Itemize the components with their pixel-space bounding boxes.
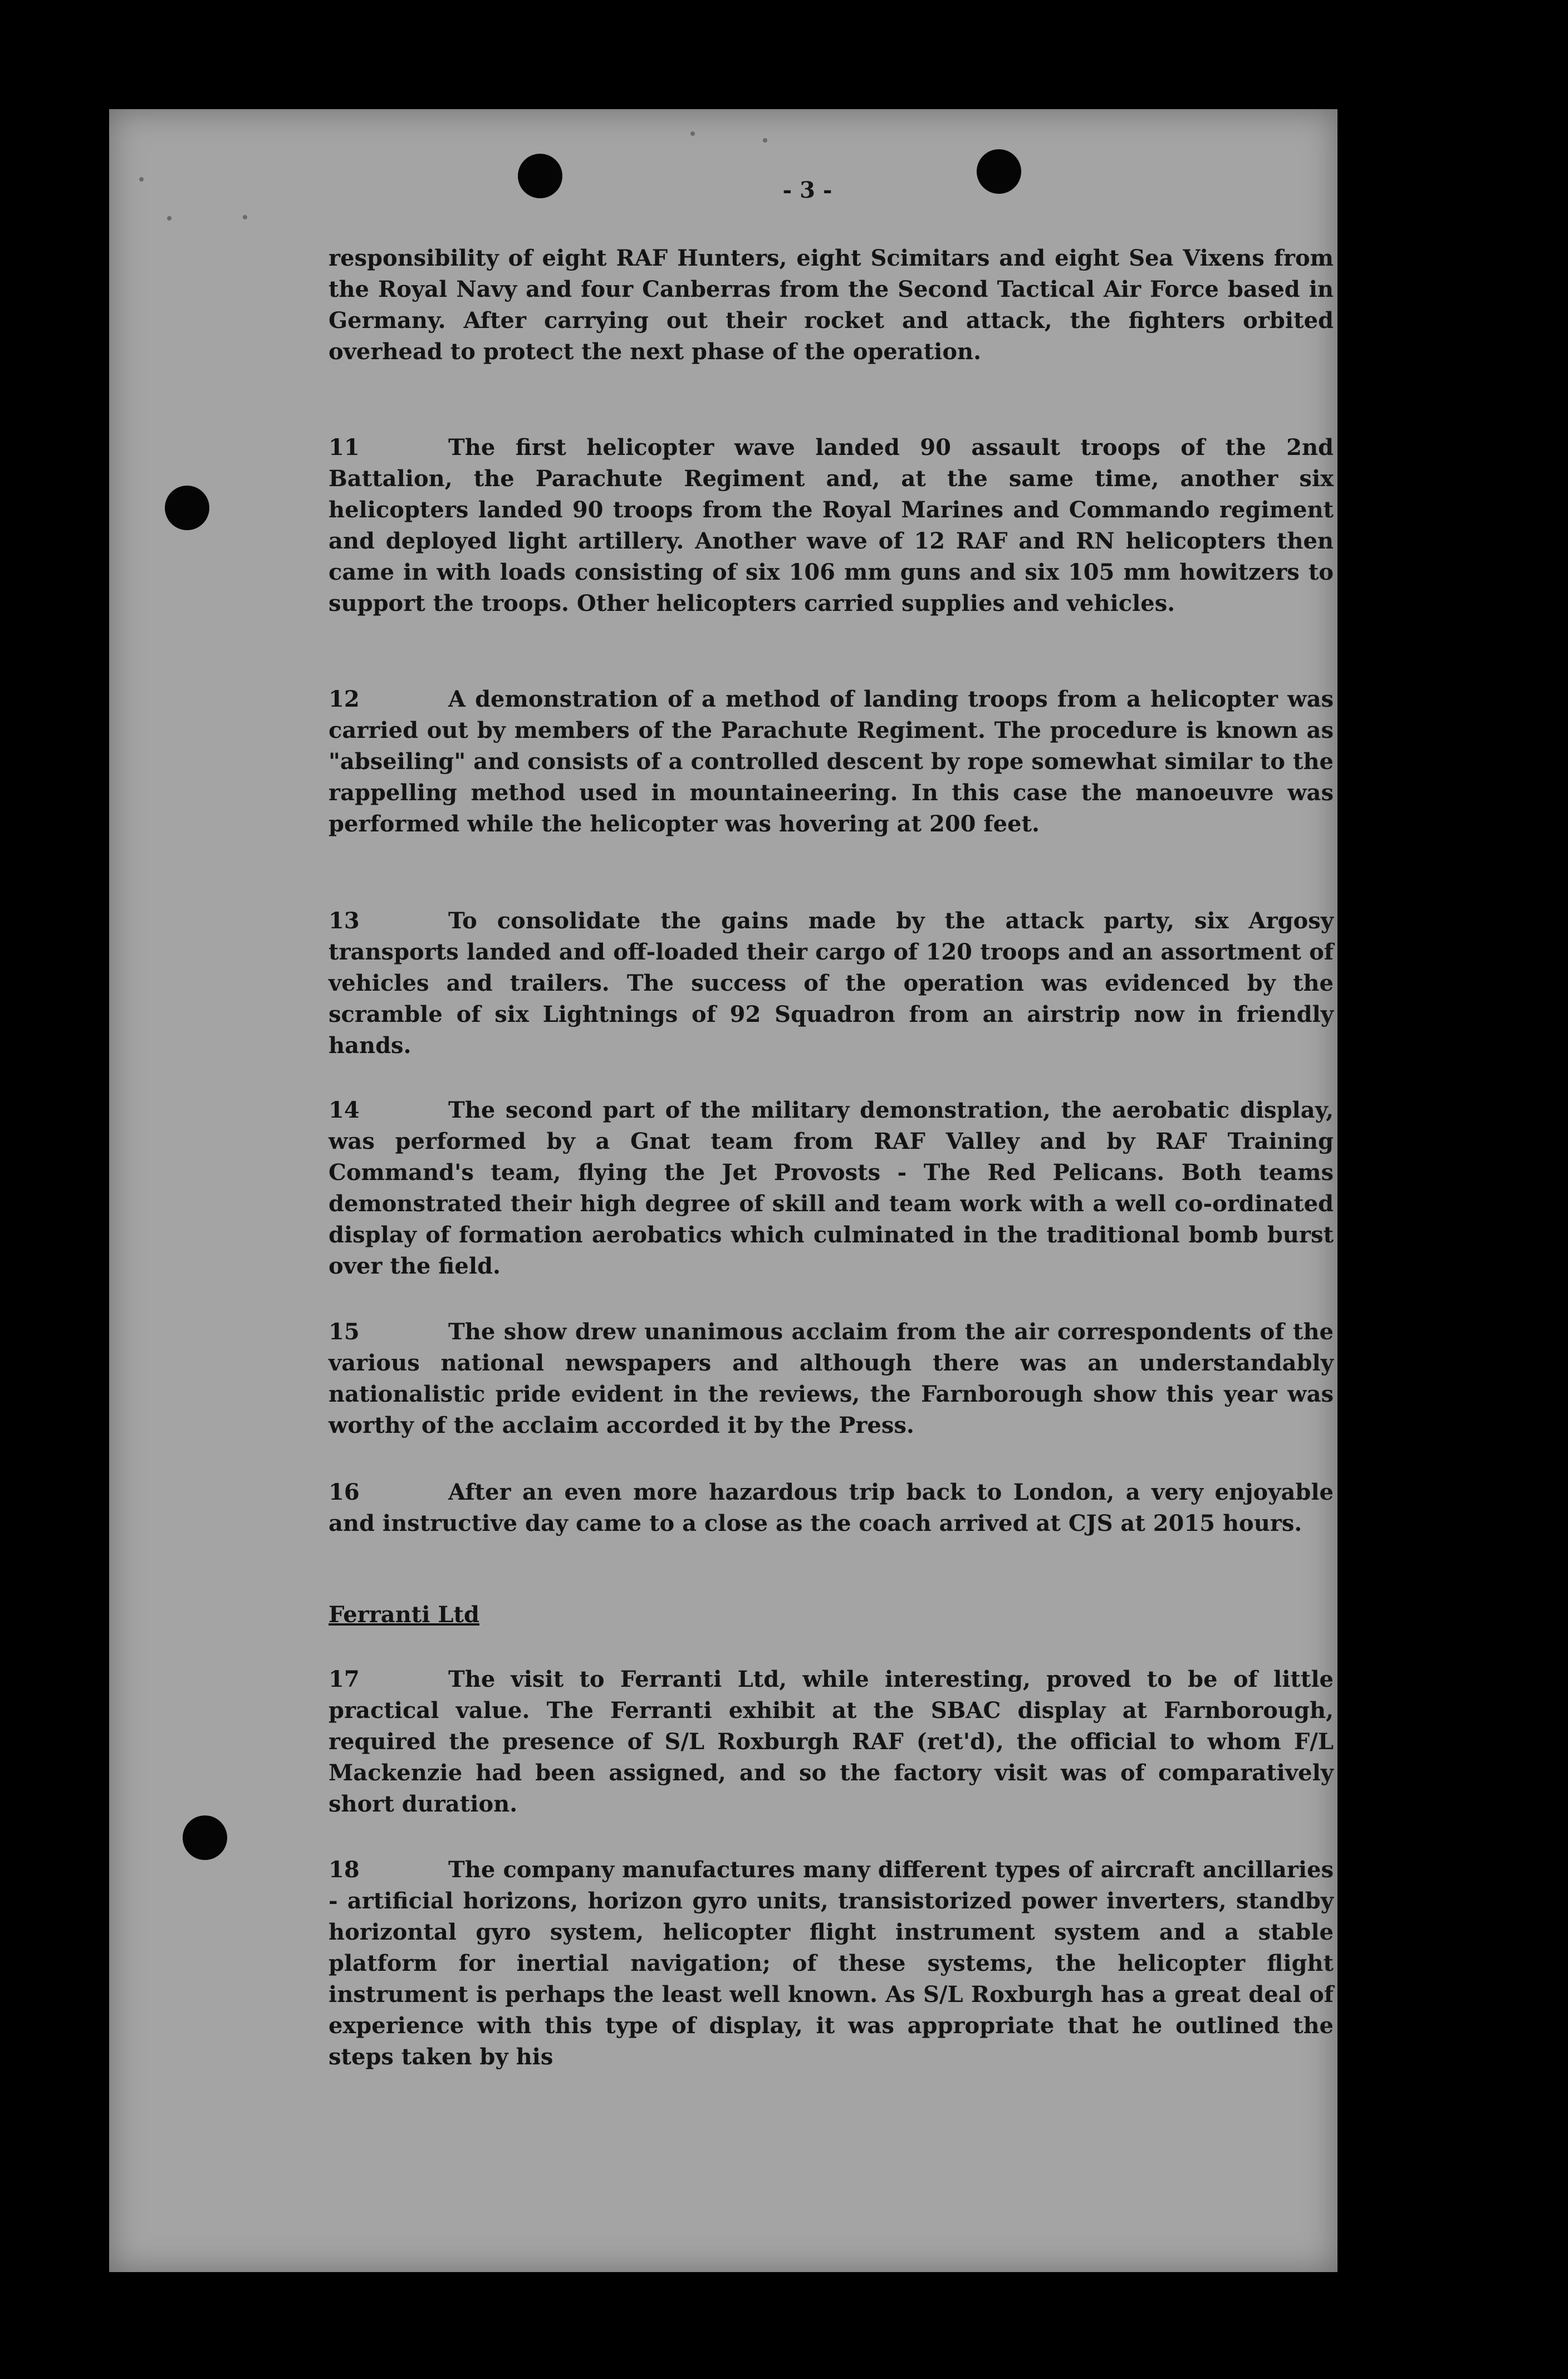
film-speck [167,216,171,221]
section-heading: Ferranti Ltd [329,1602,479,1628]
punch-hole-top-right [977,149,1021,194]
paragraph-number: 11 [329,434,360,461]
paragraph-18 [329,1854,1334,2073]
paragraph-number: 13 [329,908,360,934]
paragraph-text: To consolidate the gains made by the attack party, six Argosy transports landed and off-loaded their cargo of 120 troops and an assortment of vehicles and trailers. The success of the operation was evidenced by the scramble of six Lightnings of 92 Squadron from an airstrip now in friendly hands. [329,908,1334,1059]
paragraph-14 [329,1095,1334,1282]
paragraph-text: The show drew unanimous acclaim from the air correspondents of the various national newspapers and although there was an understandably nationalistic pride evident in the reviews, the Farnborough show this year was worthy of the acclaim accorded it by the Press. [329,1319,1334,1438]
paragraph-16 [329,1477,1334,1539]
paragraph-text: The second part of the military demonstration, the aerobatic display, was performed by a Gnat team from RAF Valley and by RAF Training Command's team, flying the Jet Provosts - The Red Pelicans. Both teams demonstrated their high degree of skill and team work with a well co-ordinated display of formation aerobatics which culminated in the traditional bomb burst over the field. [329,1097,1334,1279]
paragraph-15 [329,1316,1334,1441]
paragraph-number: 14 [329,1097,360,1123]
paragraph-number: 12 [329,686,360,712]
paragraph-text: The visit to Ferranti Ltd, while interesting, proved to be of little practical value. The Ferranti exhibit at the SBAC display at Farnborough, required the presence of S/L Roxburgh RAF (ret'd), the official to whom F/L Mackenzie had been assigned, and so the factory visit was of comparatively short duration. [329,1666,1334,1817]
paragraph-text: responsibility of eight RAF Hunters, eight Scimitars and eight Sea Vixens from the Royal Navy and four Canberras from the Second Tactical Air Force based in Germany. After carrying out their rocket and attack, the fighters orbited overhead to protect the next phase of the operation. [329,245,1334,365]
paragraph-continued [329,243,1334,368]
paragraph-text: A demonstration of a method of landing troops from a helicopter was carried out by members of the Parachute Regiment. The procedure is known as "abseiling" and consists of a controlled descent by rope somewhat similar to the rappelling method used in mountaineering. In this case the manoeuvre was performed while the helicopter was hovering at 200 feet. [329,686,1334,837]
paragraph-13 [329,905,1334,1061]
paragraph-text: The first helicopter wave landed 90 assault troops of the 2nd Battalion, the Parachute Regiment and, at the same time, another six helicopters landed 90 troops from the Royal Marines and Commando regiment and deployed light artillery. Another wave of 12 RAF and RN helicopters then came in with loads consisting of six 106 mm guns and six 105 mm howitzers to support the troops. Other helicopters carried supplies and vehicles. [329,434,1334,616]
punch-hole-left-upper [165,486,209,530]
paragraph-text: After an even more hazardous trip back to London, a very enjoyable and instructive day came to a close as the coach arrived at CJS at 2015 hours. [329,1479,1334,1536]
paragraph-12 [329,684,1334,840]
paragraph-11 [329,432,1334,619]
film-speck [690,131,695,136]
paragraph-17 [329,1664,1334,1820]
paragraph-number: 17 [329,1666,360,1692]
paragraph-text: The company manufactures many different types of aircraft ancillaries - artificial horizons, horizon gyro units, transistorized power inverters, standby horizontal gyro system, helicopter flight instrument system and a stable platform for inertial navigation; of these systems, the helicopter flight instrument is perhaps the least well known. As S/L Roxburgh has a great deal of experience with this type of display, it was appropriate that he outlined the steps taken by his [329,1857,1334,2070]
film-speck [763,138,767,143]
film-speck [139,177,144,182]
paragraph-number: 18 [329,1857,360,1883]
punch-hole-top-left [518,154,562,198]
paragraph-number: 16 [329,1479,360,1505]
film-speck [243,215,247,219]
page-number: - 3 - [782,177,832,203]
punch-hole-left-lower [183,1815,227,1860]
paragraph-number: 15 [329,1319,360,1345]
